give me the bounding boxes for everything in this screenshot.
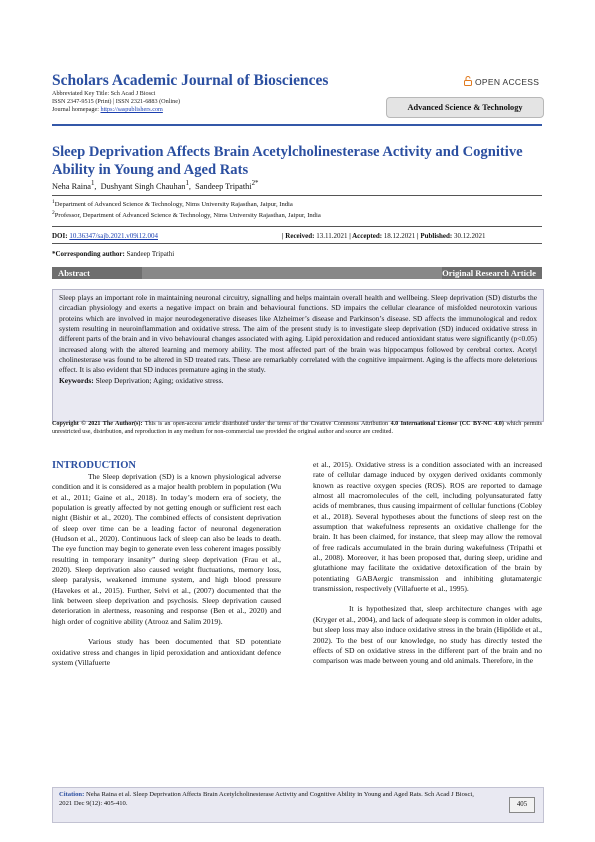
accepted-label: | Accepted: [349,232,383,240]
author-sup: 1 [185,180,189,187]
keywords-text: Sleep Deprivation; Aging; oxidative stress. [95,375,224,385]
divider [52,243,542,244]
paragraph: Various study has been documented that SD potentiate oxidative stress and changes in lipid peroxidation and antioxidant defence system (Villafuerte [52,637,281,667]
abstract-bar [52,267,542,279]
copyright-text-2: which permits unrestricted use, distribution, and reproduction in any medium for non-commercial use provided the original author and source are credited. [52,421,542,435]
aff-text: Department of Advanced Science & Technology, Nims University Rajasthan, Jaipur, India [54,201,293,209]
published-date: 30.12.2021 [454,232,486,240]
divider [52,226,542,227]
open-access-label: OPEN ACCESS [475,77,540,87]
page-number: 405 [509,797,535,813]
abstract-box [52,289,544,422]
open-access [464,76,539,88]
copyright-bold: Copyright © 2021 The Author(s): [52,421,143,427]
copyright-text: This is an open-access article distributed under the terms of the Creative Commons Attribution [142,421,391,427]
journal-title: Scholars Academic Journal of Biosciences [52,72,329,89]
header-divider [52,124,542,126]
article-title: Sleep Deprivation Affects Brain Acetylcholinesterase Activity and Cognitive Ability in Young and Aged Rats [52,144,523,178]
paragraph: It is hypothesized that, sleep architecture changes with age (Kryger et al., 2004), and lack of adequate sleep is common in older adults, but sleep loss may also induce oxidative stress in the brain (Hipólide et al., 2002). To the best of our knowledge, no study has directly tested the effects of SD on oxidative stress in the different part of the brain and no comparison was made between young and old animals. Therefore, in the [313,604,542,666]
journal-abbrev: Abbreviated Key Title: Sch Acad J Biosci [52,90,156,97]
paragraph: et al., 2015). Oxidative stress is a condition associated with an increased rate of cellular damage induced by oxygen derived oxidants commonly known as reactive oxygen species (ROS). ROS are reported to damage almost all macromolecules of the cell, including polyunsaturated fatty acids of membranes, thus causing impairment of cellular functions (Cobley et al., 2018). Several hypotheses about the functions of sleep rest on the assumption that wakefulness represents an oxidative challenge for the brain. It has been claimed, for instance, that sleep may allow the removal of free radicals accumulated in the brain during wakefulness (Tripathi et al., 2008). Moreover, it has been proposed that, during sleep, uridine and glutathione may facilitate the oxidative detoxification of the brain by potentiating GABAergic transmission and inhibiting glutamatergic transmission, respectively (Villafuerte et al., 1995). [313,460,542,594]
citation-text: Neha Raina et al. Sleep Deprivation Affects Brain Acetylcholinesterase Activity and Cognitive Ability in Young and Aged Rats. Sch Acad J Biosci, 2021 Dec 9(12): 405-410. [59,791,474,807]
dates-line [282,232,486,240]
corr-label: *Corresponding author: [52,250,125,258]
doi-link[interactable]: 10.36347/sajb.2021.v09i12.004 [69,232,158,240]
corresponding-author [52,250,174,258]
affiliation-1 [52,199,293,208]
citation-box [52,787,544,823]
author-sup: 1 [90,180,95,187]
published-label: | Published: [417,232,453,240]
authors-line: Neha Raina$^1$, Dushyant Singh Chauhan$^1$, Sandeep Tripathi$^{2*}$ [52,180,259,191]
paragraph: The Sleep deprivation (SD) is a known physiological adverse condition and it is considered as a major health problem in population (Wu et al., 2011; Gaine et al., 2018). In today’s modern era of society, the population is greatly affected by not getting enough or sufficient rest each night (Bishir et al., 2020). The combined effects of consistent deprivation of sleep over time can be a leading factor of neuronal degeneration (Hudson et al., 2020). Continuous lack of sleep can also be leads to death. The eye function may begin to generate even less coherent images possibly resulting in temporary insanity” during sleep deprivation (Frau et al., 2020). Sleep deprivation also caused weight fluctuations, memory loss, sleep paralysis, weakened immune system, and high blood pressure (Havekes et al., 2015). Further, Selvi et al., (2007) documented that the link between sleep deprivation and psychosis. Sleep deprivation caused deterioration in alertness, reasoning and response (Ben et al., 2020) and high order of cognitive ability (Atrooz and Salim 2019). [52,472,281,626]
body-column-left [52,460,281,668]
section-badge: Advanced Science & Technology [386,97,544,118]
journal-issn: ISSN 2347-9515 (Print) | ISSN 2321-6883 (Online) [52,98,181,105]
author-name: Neha Raina [52,181,91,191]
bar-stripe [142,267,442,279]
affiliation-2 [52,210,321,219]
homepage-link[interactable]: https://saspublishers.com [100,106,163,113]
section-heading: INTRODUCTION [52,460,137,471]
homepage-prefix: Journal homepage: [52,106,101,113]
citation [59,790,479,808]
keywords-label: Keywords: [59,375,94,385]
citation-label: Citation: [59,791,85,798]
body-column-right [313,460,542,667]
abstract-label: Abstract [58,268,90,278]
article-type-label: Original Research Article [442,268,536,278]
abstract-text: Sleep plays an important role in maintaining neuronal circuitry, signalling and helps maintain overall health and wellbeing. Sleep deprivation (SD) disturbs the circadian physiology and exerts a negative impact on brain and behavioural functions. SD impairs the cellular clearance of misfolded neurotoxin various proteins which are involved in major neurodegenerative diseases like Alzheimer’s disease and Parkinson’s disease. SD affects the immunological and redox system resulting in neuroinflammation and oxidative stress. The aim of the present study is to investigate sleep deprivation (SD) induced oxidative stress in different parts of the brain and in vivo behavioural changes associated with aging. Lipid peroxidation and reduced antioxidant status were significantly (p<0.05) increased along with the altered learning and memory ability. The most affected part of the brain was hippocampus followed by cerebral cortex. Acetyl cholinesterase was found to be altered in SD treated rats. These are remarkably correlated with the cognitive impairment. Aging is the affects more deleterious effect. It is also evident that SD induces premature aging in the study. [59,293,537,375]
accepted-date: 18.12.2021 [383,232,416,240]
license-name: 4.0 International License (CC BY-NC 4.0) [390,421,504,427]
author-name: Sandeep Tripathi [195,181,252,191]
open-lock-icon [464,76,472,88]
author-sup: 2* [251,180,259,187]
aff-text: Professor, Department of Advanced Science & Technology, Nims University Rajasthan, Jaipur, India [54,212,321,220]
received-label: | Received: [282,232,315,240]
aff-sup: 1 [52,199,55,205]
divider [52,195,542,196]
aff-sup: 2 [52,210,55,216]
doi-line [52,232,158,240]
copyright-notice [52,421,542,436]
corr-name: Sandeep Tripathi [126,250,175,258]
author-name: Dushyant Singh Chauhan [100,181,186,191]
journal-homepage [52,106,163,114]
received-date: 13.11.2021 [316,232,348,240]
doi-label: DOI: [52,232,68,240]
